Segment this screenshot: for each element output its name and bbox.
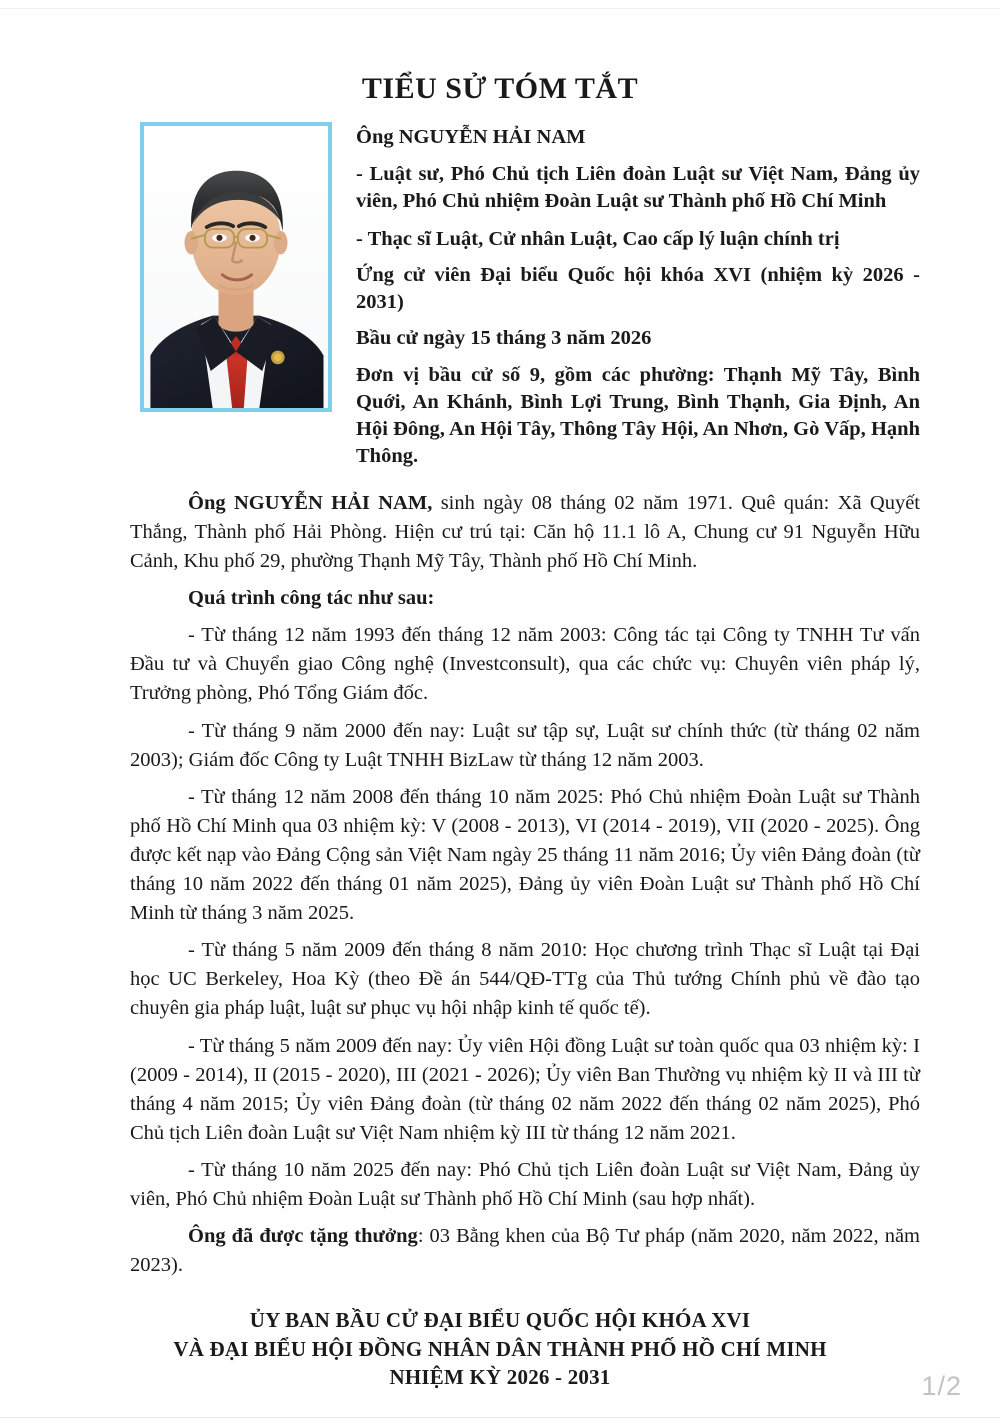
career-item: - Từ tháng 12 năm 2008 đến tháng 10 năm 2025: Phó Chủ nhiệm Đoàn Luật sư Thành phố Hồ Chí Minh qua 03 nhiệm kỳ: V (2008 - 2013), VI (2014 - 2019), VII (2020 - 2025). Ông được kết nạp vào Đảng Cộng sản Việt Nam ngày 25 tháng 11 năm 2016; Ủy viên Đảng đoàn (từ tháng 10 năm 2022 đến tháng 01 năm 2025), Đảng ủy viên Đoàn Luật sư Thành phố Hồ Chí Minh từ tháng 3 năm 2025.	[130, 785, 920, 925]
awards-paragraph	[130, 1222, 920, 1280]
biography-intro	[130, 489, 920, 576]
career-item: - Từ tháng 10 năm 2025 đến nay: Phó Chủ tịch Liên đoàn Luật sư Việt Nam, Đảng ủy viên, Phó Chủ nhiệm Đoàn Luật sư Thành phố Hồ Chí Minh (sau hợp nhất).	[130, 1159, 920, 1211]
candidate-qualifications: - Thạc sĩ Luật, Cử nhân Luật, Cao cấp lý luận chính trị	[356, 227, 840, 250]
career-item: - Từ tháng 5 năm 2009 đến nay: Ủy viên Hội đồng Luật sư toàn quốc qua 03 nhiệm kỳ: I (2009 - 2014), II (2015 - 2020), III (2021 - 2026); Ủy viên Ban Thường vụ nhiệm kỳ II và III từ tháng 4 năm 2015; Ủy viên Đảng đoàn (từ tháng 02 năm 2022 đến tháng 02 năm 2025), Phó Chủ tịch Liên đoàn Luật sư Việt Nam nhiệm kỳ III từ tháng 12 năm 2021.	[130, 1034, 920, 1144]
footer-line-1: ỦY BAN BẦU CỬ ĐẠI BIỂU QUỐC HỘI KHÓA XVI	[249, 1308, 751, 1333]
career-item: - Từ tháng 5 năm 2009 đến tháng 8 năm 2010: Học chương trình Thạc sĩ Luật tại Đại học UC Berkeley, Hoa Kỳ (theo Đề án 544/QĐ-TTg của Thủ tướng Chính phủ về đào tạo chuyên gia pháp luật, luật sư phục vụ hội nhập kinh tế quốc tế).	[130, 939, 920, 1020]
candidate-name: Ông NGUYỄN HẢI NAM	[356, 126, 586, 148]
page-top-rule	[0, 8, 1000, 9]
header-block	[0, 122, 1000, 481]
page-number: 1/2	[921, 1371, 962, 1401]
candidacy-line: Ứng cử viên Đại biểu Quốc hội khóa XVI (nhiệm kỳ 2026 - 2031)	[356, 263, 920, 314]
footer-line-3: NHIỆM KỲ 2026 - 2031	[389, 1364, 611, 1389]
awards-label: Ông đã được tặng thưởng	[188, 1225, 418, 1248]
career-item: - Từ tháng 12 năm 1993 đến tháng 12 năm 2003: Công tác tại Công ty TNHH Tư vấn Đầu tư và Chuyển giao Công nghệ (Investconsult), qua các chức vụ: Chuyên viên pháp lý, Trưởng phòng, Phó Tổng Giám đốc.	[130, 624, 920, 705]
portrait-photo-frame	[140, 122, 332, 412]
awards-rest: : 03 Bằng khen của Bộ Tư pháp (năm 2020, năm 2022, năm 2023).	[130, 1225, 920, 1277]
footer-line-2: VÀ ĐẠI BIỂU HỘI ĐỒNG NHÂN DÂN THÀNH PHỐ HỒ CHÍ MINH	[173, 1336, 827, 1361]
biography-intro-name: Ông NGUYỄN HẢI NAM,	[188, 491, 433, 514]
portrait-photo	[144, 126, 328, 408]
biography-intro-rest: sinh ngày 08 tháng 02 năm 1971. Quê quán: Xã Quyết Thắng, Thành phố Hải Phòng. Hiện cư trú tại: Căn hộ 11.1 lô A, Chung cư 91 Nguyễn Hữu Cảnh, Khu phố 29, phường Thạnh Mỹ Tây, Thành phố Hồ Chí Minh.	[130, 491, 921, 572]
election-date: Bầu cử ngày 15 tháng 3 năm 2026	[356, 327, 652, 350]
issuing-authority-footer	[0, 1288, 1000, 1390]
page-bottom-rule	[0, 1417, 1000, 1418]
page-title: TIỂU SỬ TÓM TẮT	[361, 72, 639, 105]
career-item: - Từ tháng 9 năm 2000 đến nay: Luật sư tập sự, Luật sư chính thức (từ tháng 02 năm 2003); Giám đốc Công ty Luật TNHH BizLaw từ tháng 12 năm 2003.	[130, 719, 920, 771]
career-heading-text: Quá trình công tác như sau:	[188, 587, 435, 610]
career-heading	[130, 584, 920, 613]
constituency: Đơn vị bầu cử số 9, gồm các phường: Thạnh Mỹ Tây, Bình Quới, An Khánh, Bình Lợi Trung, Bình Thạnh, Gia Định, An Hội Đông, An Hội Tây, Thông Tây Hội, An Nhơn, Gò Vấp, Hạnh Thông.	[356, 363, 920, 468]
headline-info	[356, 122, 920, 481]
biography-body	[0, 481, 1000, 1281]
candidate-positions: - Luật sư, Phó Chủ tịch Liên đoàn Luật sư Việt Nam, Đảng ủy viên, Phó Chủ nhiệm Đoàn Luật sư Thành phố Hồ Chí Minh	[356, 163, 920, 213]
